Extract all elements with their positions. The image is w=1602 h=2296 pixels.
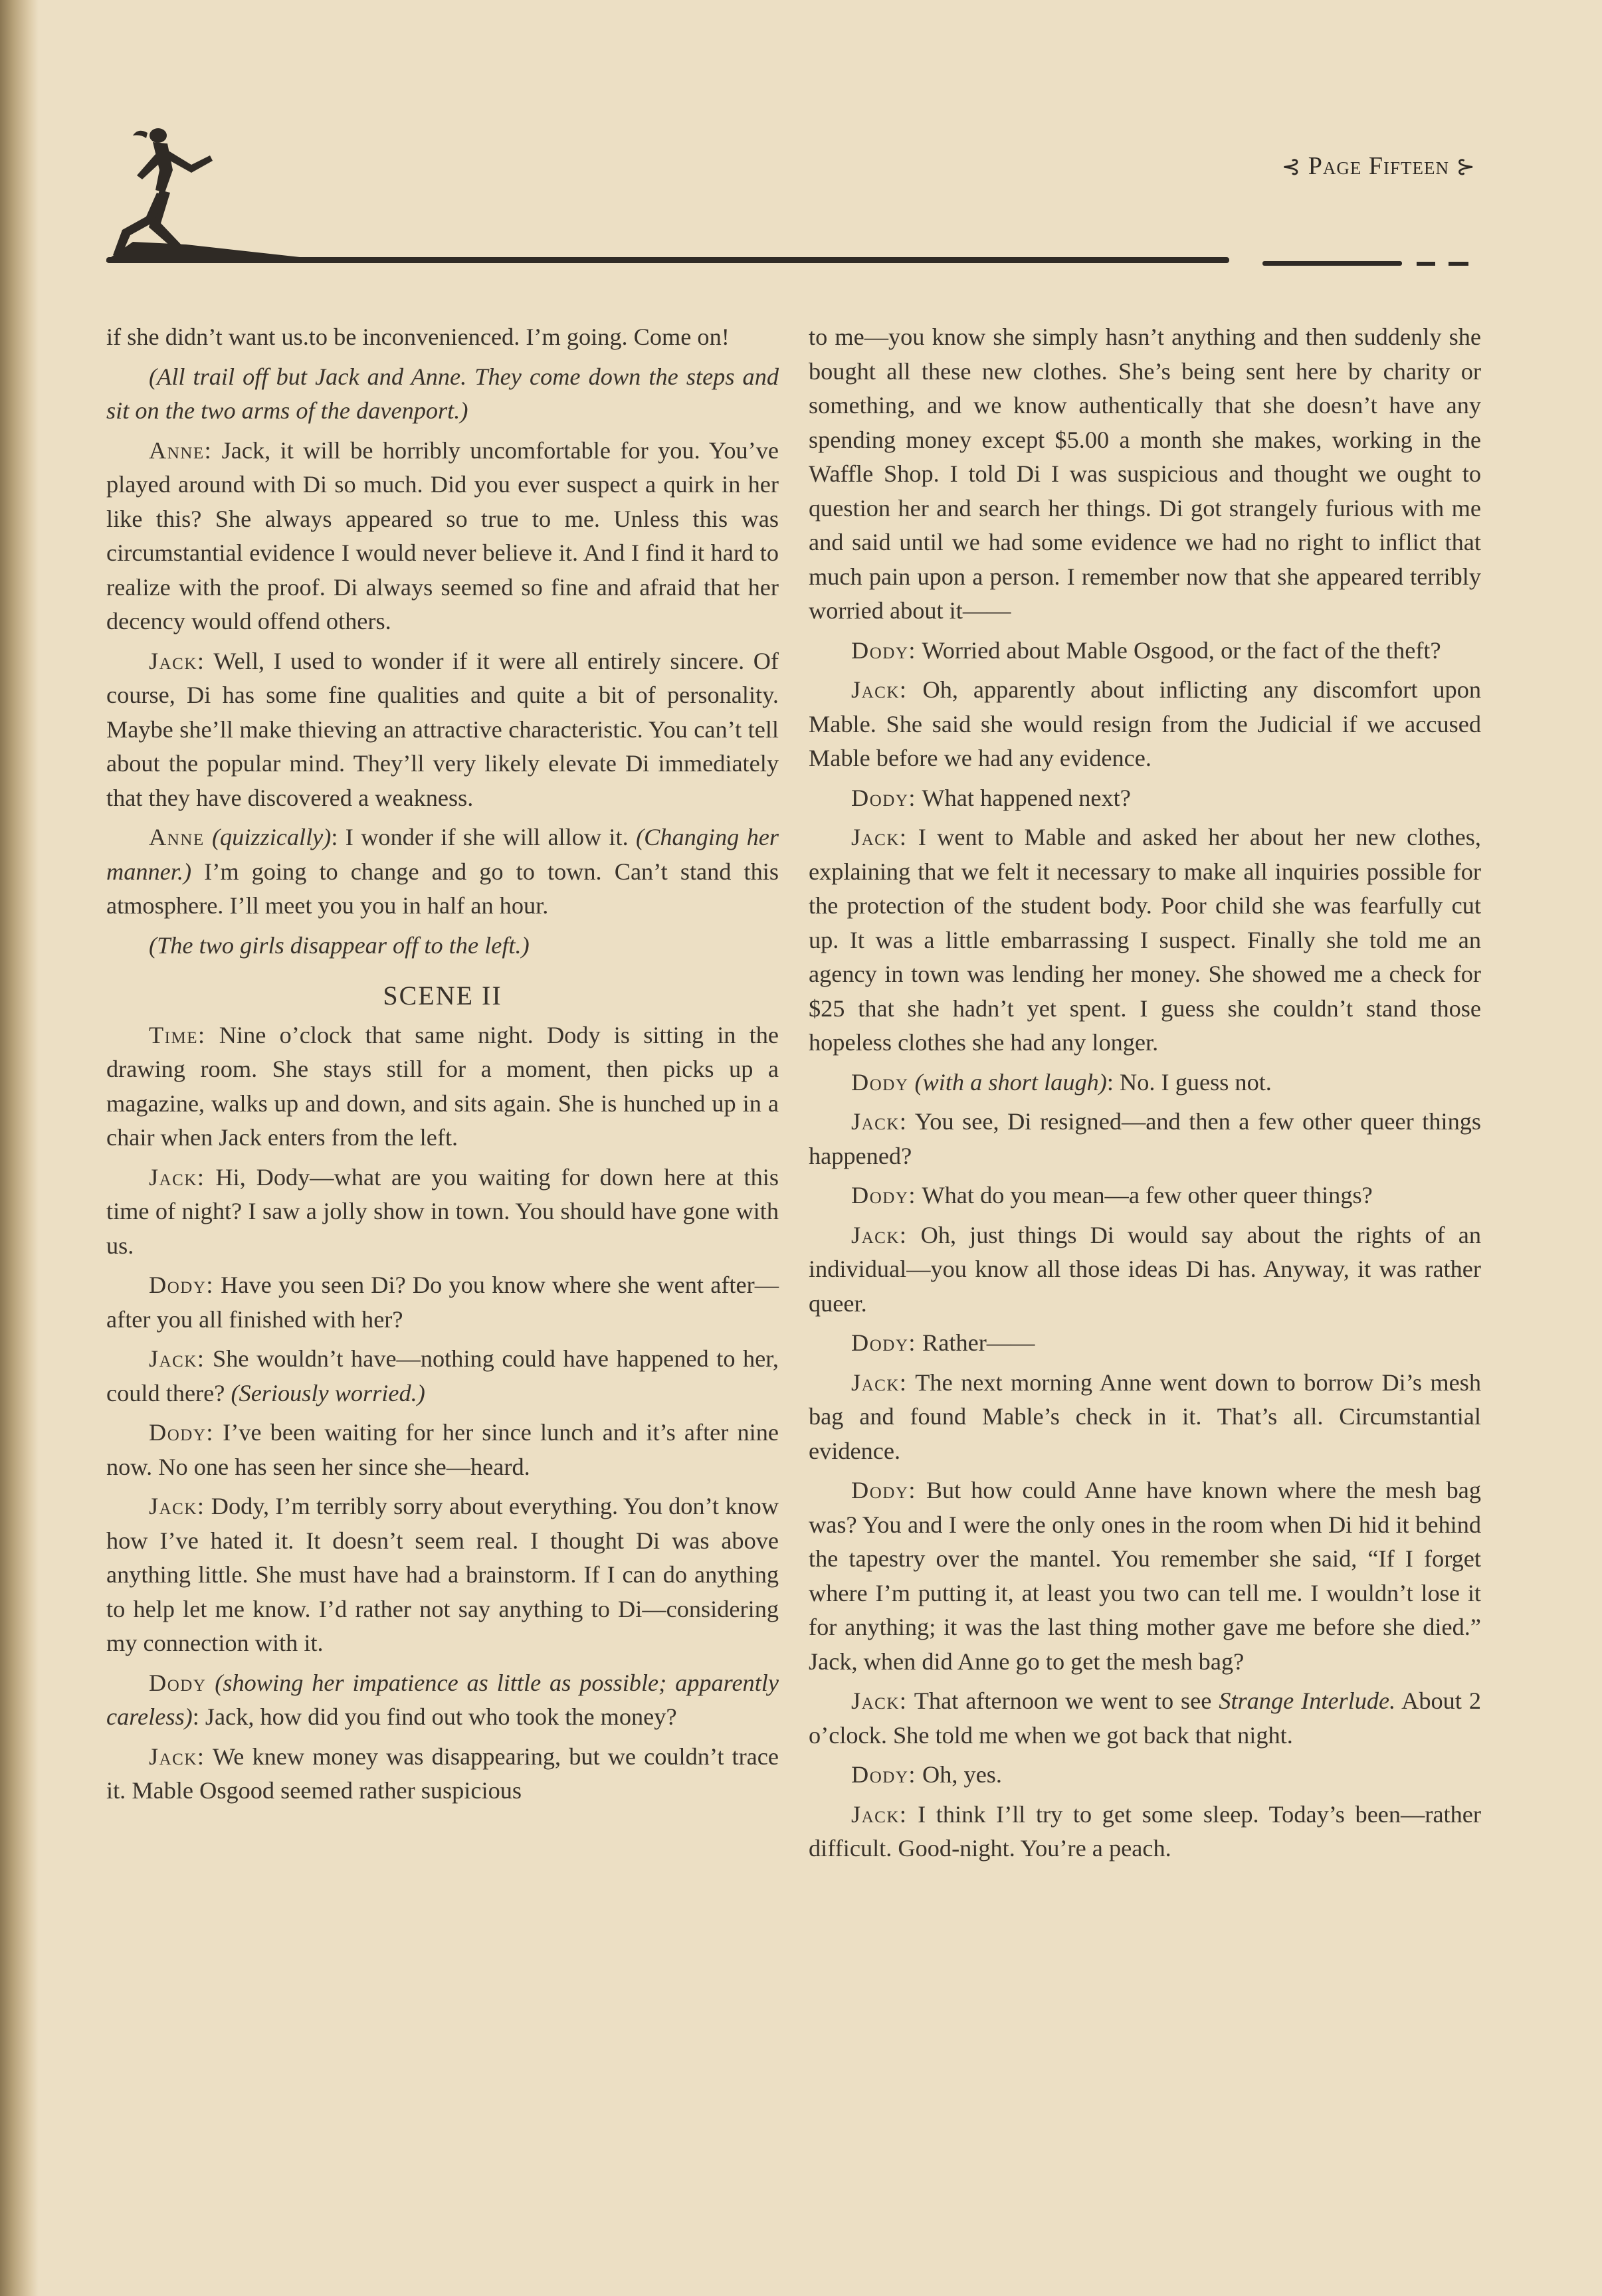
dialogue-line: Dody: But how could Anne have known where the mesh bag was? You and I were the only ones in the room when Di hid it behind the tapestry over the mantel. You remember she said, “If I forget where I’m putting it, at least you two can tell me. I wouldn’t lose it for anything; it was the last thing mother gave me before she died.” Jack, when did Anne go to get the mesh bag? <box>809 1477 1481 1675</box>
speaker-name: Dody: <box>851 1182 916 1208</box>
speaker-name: Dody: <box>851 1329 916 1356</box>
speaker-name: Jack: <box>851 1221 908 1248</box>
left-column <box>106 320 779 1814</box>
dialogue-line: Jack: I went to Mable and asked her about her new clothes, explaining that we felt it necessary to make all inquiries possible for the protection of the student body. Poor child she was fearfully cut up. It was a little embarrassing I suspect. Finally she told me an agency in town was lending her money. She showed me a check for $25 that she hadn’t yet spent. I guess she couldn’t stand those hopeless clothes she had any longer. <box>809 824 1481 1056</box>
dialogue-line: Jack: Hi, Dody—what are you waiting for down here at this time of night? I saw a jolly show in town. You should have gone with us. <box>106 1163 779 1259</box>
dialogue-line: Jack: I think I’ll try to get some sleep. Today’s been—rather difficult. Good-night. You’re a peach. <box>809 1800 1481 1862</box>
dialogue-line: Dody: I’ve been waiting for her since lunch and it’s after nine now. No one has seen her since she—heard. <box>106 1419 779 1480</box>
dialogue-line: Time: Nine o’clock that same night. Dody is sitting in the drawing room. She stays still for a moment, then picks up a magazine, walks up and down, and sits again. She is hunched up in a chair when Jack enters from the left. <box>106 1021 779 1151</box>
dialogue-line: Dody: Worried about Mable Osgood, or the fact of the theft? <box>851 636 1441 664</box>
speaker-name: Time: <box>149 1021 206 1048</box>
dialogue-line: Jack: Dody, I’m terribly sorry about everything. You don’t know how I’ve hated it. It doesn’t seem real. I thought Di was above anything little. She must have had a brainstorm. If I can do anything to help let me know. I’d rather not say anything to Di—considering my connection with it. <box>106 1493 779 1656</box>
speaker-name: Dody <box>149 1669 207 1696</box>
page-label: Page Fifteen <box>1308 152 1449 180</box>
dialogue-line: Jack: Oh, apparently about inflicting any discomfort upon Mable. She said she would resign from the Judicial if we accused Mable before we had any evidence. <box>809 676 1481 771</box>
header-rule-segment <box>1262 261 1402 266</box>
dialogue-line: Jack: She wouldn’t have—nothing could have happened to her, could there? (Seriously worried.) <box>106 1345 779 1406</box>
stage-direction: (showing her impatience as little as possible; apparently careless) <box>106 1669 779 1730</box>
speaker-name: Jack: <box>851 676 908 703</box>
play-title: Strange Interlude. <box>1219 1687 1396 1714</box>
header-rule-segment <box>1417 262 1435 266</box>
page-number-header <box>1282 151 1476 181</box>
speaker-name: Dody: <box>851 1477 916 1503</box>
dialogue-line: Dody: Rather—— <box>851 1329 1035 1356</box>
stage-direction: (All trail off but Jack and Anne. They come down the steps and sit on the two arms of the davenport.) <box>106 363 779 424</box>
book-spine-shadow <box>0 0 39 2296</box>
ornament-left-icon: ⊰ <box>1281 155 1302 179</box>
speaker-name: Jack: <box>851 824 908 850</box>
stage-direction: (with a short laugh) <box>914 1068 1107 1096</box>
dialogue-line: Jack: You see, Di resigned—and then a few other queer things happened? <box>809 1108 1481 1169</box>
speaker-name: Anne <box>149 824 205 850</box>
dialogue-line: Dody (showing her impatience as little as possible; apparently careless): Jack, how did you find out who took the money? <box>106 1669 779 1730</box>
stage-direction: (Seriously worried.) <box>231 1379 425 1406</box>
speaker-name: Dody: <box>149 1419 214 1446</box>
speaker-name: Jack: <box>149 1743 205 1770</box>
ornament-right-icon: ⊱ <box>1456 155 1476 179</box>
dialogue-line: Dody: Oh, yes. <box>851 1761 1003 1788</box>
dialogue-line: Dody: What happened next? <box>851 784 1131 811</box>
speaker-name: Dody <box>851 1068 909 1096</box>
speaker-name: Dody: <box>851 636 916 664</box>
speaker-name: Jack: <box>851 1369 908 1396</box>
dialogue-line: Jack: That afternoon we went to see Strange Interlude. About 2 o’clock. She told me when we got back that night. <box>809 1687 1481 1749</box>
speaker-name: Jack: <box>149 1163 205 1191</box>
stage-direction: (The two girls disappear off to the left.) <box>149 931 530 959</box>
dialogue-line: Dody: What do you mean—a few other queer things? <box>851 1182 1373 1208</box>
dialogue-line: Dody (with a short laugh): No. I guess not. <box>851 1068 1272 1096</box>
scene-heading: SCENE II <box>383 981 502 1010</box>
dialogue-line: Dody: Have you seen Di? Do you know where she went after—after you all finished with her? <box>106 1272 779 1333</box>
dialogue-line: Jack: We knew money was disappearing, but we couldn’t trace it. Mable Osgood seemed rather suspicious <box>106 1743 779 1804</box>
header-rule-segment <box>1449 262 1468 266</box>
speaker-name: Jack: <box>149 647 205 674</box>
dialogue-line: Jack: Oh, just things Di would say about the rights of an individual—you know all those ideas Di has. Anyway, it was rather queer. <box>809 1221 1481 1317</box>
right-column <box>809 320 1481 1871</box>
stage-direction: (quizzically) <box>211 824 332 850</box>
header-rule <box>106 257 1229 263</box>
speaker-name: Dody: <box>851 784 916 811</box>
speaker-name: Jack: <box>851 1108 908 1135</box>
speaker-name: Jack: <box>149 1345 205 1372</box>
speaker-name: Jack: <box>851 1687 908 1714</box>
paragraph: if she didn’t want us.to be inconvenienced. I’m going. Come on! <box>106 324 730 350</box>
paragraph: to me—you know she simply hasn’t anything and then suddenly she bought all these new clothes. She’s being sent here by charity or something, and we know authentically that she doesn’t have any spending money except $5.00 a month she makes, working in the Waffle Shop. I told Di I was suspicious and thought we ought to question her and search her things. Di got strangely furious with me and said until we had some evidence we had no right to inflict that much pain upon a person. I remember now that she appeared terribly worried about it—— <box>809 324 1481 624</box>
speaker-name: Dody: <box>149 1272 214 1298</box>
speaker-name: Jack: <box>149 1493 205 1519</box>
dialogue-line: Jack: Well, I used to wonder if it were all entirely sincere. Of course, Di has some fine qualities and quite a bit of personality. Maybe she’ll make thieving an attractive characteristic. You can’t tell about the popular mind. They’ll very likely elevate Di immediately that they have discovered a weakness. <box>106 647 779 811</box>
speaker-name: Jack: <box>851 1800 908 1828</box>
dialogue-line: Anne (quizzically): I wonder if she will allow it. (Changing her manner.) I’m going to change and go to town. Can’t stand this atmosphere. I’ll meet you you in half an hour. <box>106 824 779 919</box>
speaker-name: Dody: <box>851 1761 916 1788</box>
dialogue-line: Anne: Jack, it will be horribly uncomfortable for you. You’ve played around with Di so much. Did you ever suspect a quirk in her like this? She always appeared so true to me. Unless this was circumstantial evidence I would never believe it. And I find it hard to realize with the proof. Di always seemed so fine and afraid that her decency would offend others. <box>106 436 779 634</box>
stage-direction: (Changing her manner.) <box>106 824 779 885</box>
dialogue-line: Jack: The next morning Anne went down to borrow Di’s mesh bag and found Mable’s check in it. That’s all. Circumstantial evidence. <box>809 1369 1481 1464</box>
speaker-name: Anne: <box>149 436 213 464</box>
